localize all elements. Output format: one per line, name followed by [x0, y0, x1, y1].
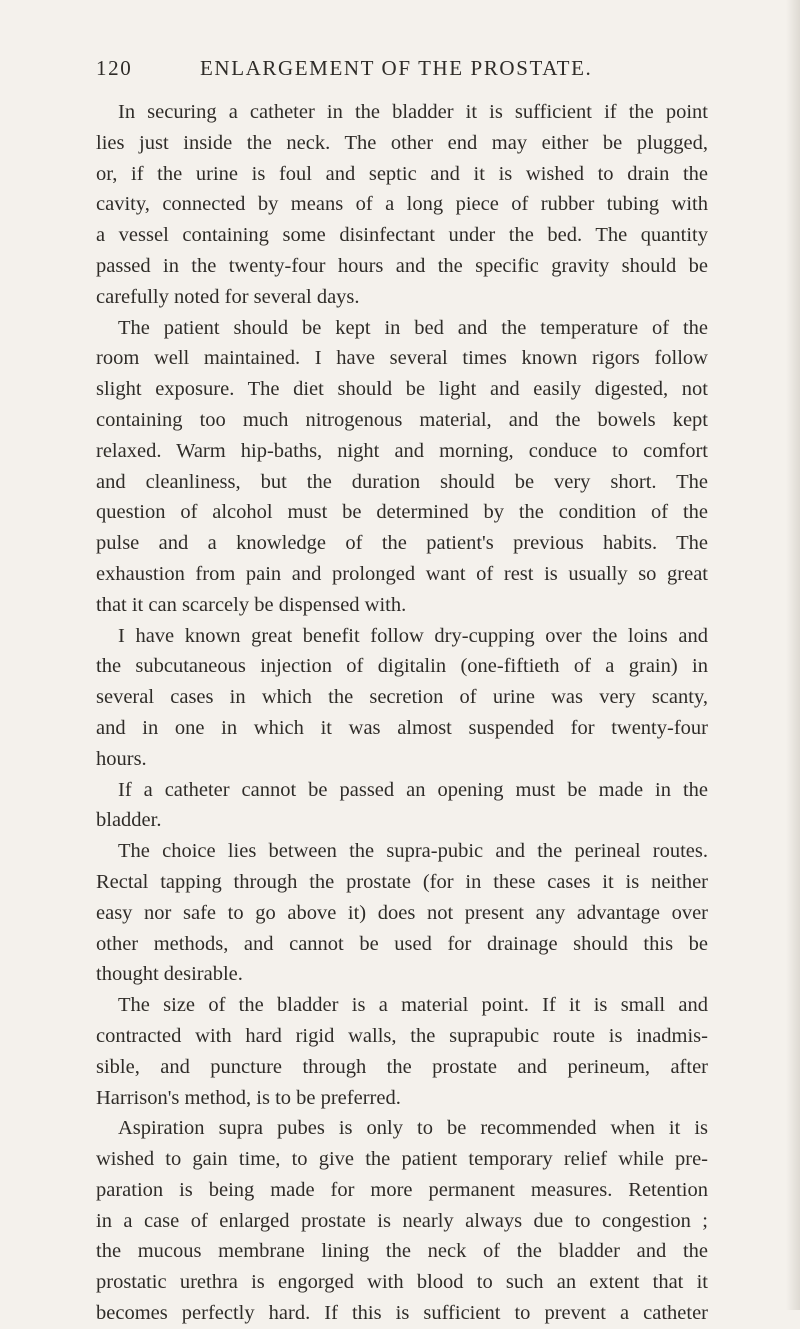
running-head	[96, 56, 706, 86]
text-line: The patient should be kept in bed and the temperature of the	[118, 316, 708, 339]
text-line: thought desirable.	[96, 963, 243, 986]
text-line: other methods, and cannot be used for drainage should this be	[96, 932, 708, 955]
text-line: passed in the twenty-four hours and the specific gravity should be	[96, 254, 708, 277]
text-line: that it can scarcely be dispensed with.	[96, 593, 407, 616]
text-line: and in one in which it was almost suspended for twenty-four	[96, 716, 708, 739]
text-line: Aspiration supra pubes is only to be recommended when it is	[118, 1117, 708, 1140]
text-line: easy nor safe to go above it) does not present any advantage over	[96, 901, 708, 924]
text-line: sible, and puncture through the prostate and perineum, after	[96, 1055, 708, 1078]
text-line: carefully noted for several days.	[96, 285, 360, 308]
text-line: The choice lies between the supra-pubic and the perineal routes.	[118, 840, 708, 863]
text-line: slight exposure. The diet should be light and easily digested, not	[96, 378, 708, 401]
text-line: I have known great benefit follow dry-cupping over the loins and	[118, 624, 708, 647]
text-line: prostatic urethra is engorged with blood to such an extent that it	[96, 1271, 708, 1294]
text-line: cavity, connected by means of a long piece of rubber tubing with	[96, 193, 708, 216]
text-line: and cleanliness, but the duration should be very short. The	[96, 470, 708, 493]
text-line: hours.	[96, 747, 147, 770]
text-line: containing too much nitrogenous material, and the bowels kept	[96, 408, 708, 431]
page-edge-shadow	[786, 0, 800, 1310]
text-line: becomes perfectly hard. If this is sufficient to prevent a catheter	[96, 1302, 708, 1325]
text-line: If a catheter cannot be passed an opening must be made in the	[118, 778, 708, 801]
text-line: several cases in which the secretion of urine was very scanty,	[96, 686, 708, 709]
text-line: exhaustion from pain and prolonged want of rest is usually so great	[96, 562, 708, 585]
text-line: bladder.	[96, 809, 162, 832]
text-line: The size of the bladder is a material point. If it is small and	[118, 994, 708, 1017]
text-line: room well maintained. I have several times known rigors follow	[96, 347, 708, 370]
text-line: the mucous membrane lining the neck of the bladder and the	[96, 1240, 708, 1263]
page-number: 120	[96, 56, 133, 80]
text-line: paration is being made for more permanent measures. Retention	[96, 1178, 708, 1201]
text-line: contracted with hard rigid walls, the suprapubic route is inadmis-	[96, 1024, 708, 1047]
text-line: lies just inside the neck. The other end may either be plugged,	[96, 131, 708, 154]
text-line: In securing a catheter in the bladder it is sufficient if the point	[118, 101, 708, 123]
running-title: ENLARGEMENT OF THE PROSTATE.	[200, 56, 593, 80]
text-line: Rectal tapping through the prostate (for in these cases it is neither	[96, 870, 708, 893]
text-line: or, if the urine is foul and septic and it is wished to drain the	[96, 162, 708, 185]
text-line: question of alcohol must be determined by the condition of the	[96, 501, 708, 524]
text-line: a vessel containing some disinfectant under the bed. The quantity	[96, 224, 708, 247]
text-line: Harrison's method, is to be preferred.	[96, 1086, 401, 1109]
text-line: relaxed. Warm hip-baths, night and morning, conduce to comfort	[96, 439, 708, 462]
body-text	[96, 97, 708, 1329]
text-line: wished to gain time, to give the patient temporary relief while pre-	[96, 1148, 708, 1171]
text-line: in a case of enlarged prostate is nearly always due to congestion ;	[96, 1209, 708, 1232]
text-line: pulse and a knowledge of the patient's previous habits. The	[96, 532, 708, 555]
text-line: the subcutaneous injection of digitalin (one-fiftieth of a grain) in	[96, 655, 708, 678]
